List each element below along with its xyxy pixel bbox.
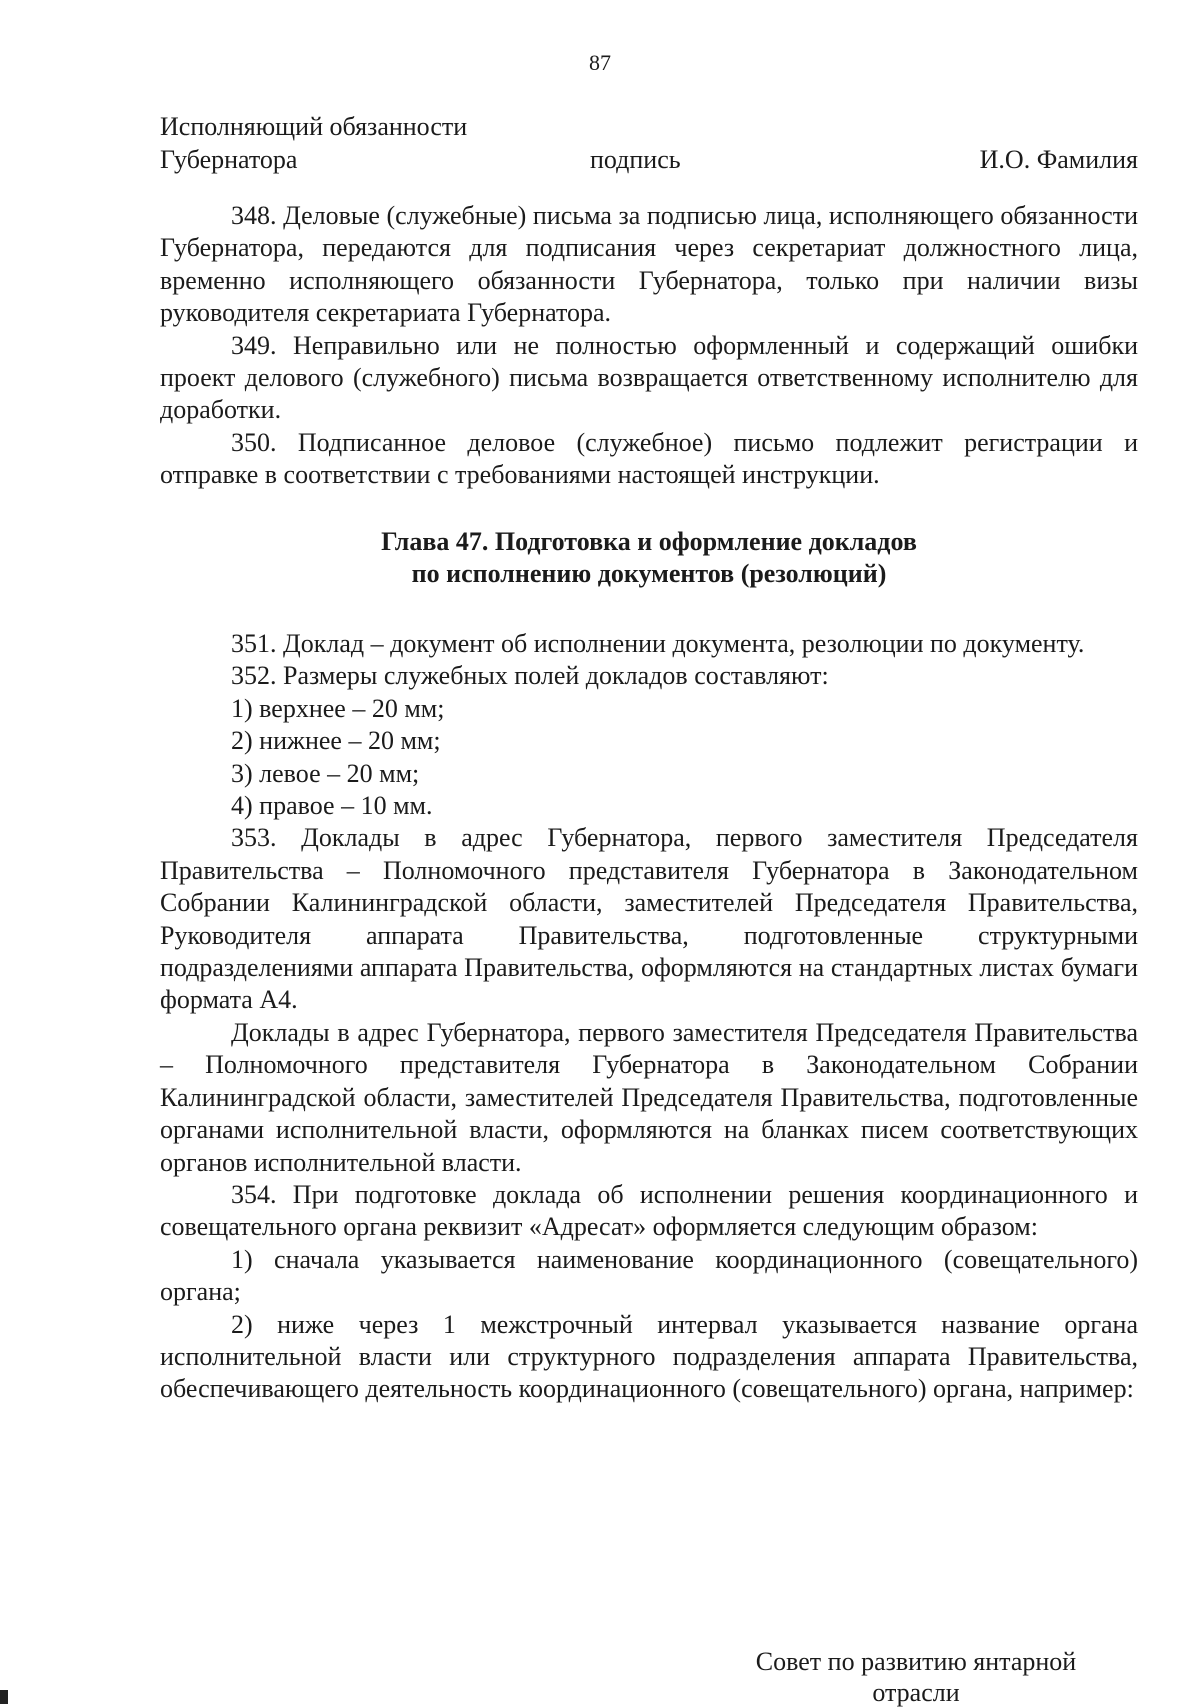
paragraph-351: 351. Доклад – документ об исполнении документа, резолюции по документу.: [231, 629, 1085, 658]
list-item-bottom: 2) нижнее – 20 мм;: [231, 726, 441, 756]
list-item-top: 1) верхнее – 20 мм;: [231, 693, 445, 723]
paragraph-354: 354. При подготовке доклада об исполнении решения координационного и совещательного органа реквизит «Адресат» оформляется следующим образом:: [160, 1179, 1138, 1242]
list-item-left: 3) левое – 20 мм;: [231, 758, 420, 788]
signature-title: Исполняющий обязанности: [160, 112, 468, 141]
signature-line-2: [160, 143, 1138, 176]
signature-name: И.О. Фамилия: [979, 145, 1138, 174]
paragraph-354-item-2: 2) ниже через 1 межстрочный интервал указывается название органа исполнительной власти или структурного подразделения аппарата Правительства, обеспечивающего деятельность координационного (совещательного) органа, например:: [160, 1309, 1138, 1404]
addressee-line-2: отрасли: [872, 1678, 960, 1707]
signature-block: [160, 110, 1138, 176]
addressee-example: [740, 1646, 1092, 1708]
paragraph-354-item-1: 1) сначала указывается наименование координационного (совещательного) органа;: [160, 1244, 1138, 1307]
scan-edge-mark: [0, 1690, 8, 1704]
page-number: 87: [589, 50, 611, 75]
signature-position: Губернатора: [160, 145, 298, 174]
list-item-right: 4) правое – 10 мм.: [231, 791, 433, 821]
paragraph-353-continued: Доклады в адрес Губернатора, первого заместителя Председателя Правительства – Полномочного представителя Губернатора в Законодательном Собрании Калининградской области, заместителей Председателя Правительства, подготовленные органами исполнительной власти, оформляются на бланках писем соответствующих органов исполнительной власти.: [160, 1017, 1138, 1177]
chapter-heading-line-1: Глава 47. Подготовка и оформление докладов: [381, 527, 917, 556]
paragraph-353: 353. Доклады в адрес Губернатора, первого заместителя Председателя Правительства – Полномочного представителя Губернатора в Законодательном Собрании Калининградской области, заместителей Председателя Правительства, Руководителя аппарата Правительства, подготовленные структурными подразделениями аппарата Правительства, оформляются на стандартных листах бумаги формата А4.: [160, 823, 1138, 1015]
signature-placeholder: подпись: [590, 145, 681, 174]
paragraph-348: 348. Деловые (служебные) письма за подписью лица, исполняющего обязанности Губернатора, передаются для подписания через секретариат должностного лица, временно исполняющего обязанности Губернатора, только при наличии визы руководителя секретариата Губернатора.: [160, 201, 1138, 328]
paragraph-352: 352. Размеры служебных полей докладов составляют:: [231, 661, 829, 691]
paragraphs-after-chapter: [160, 628, 1138, 1406]
paragraph-350: 350. Подписанное деловое (служебное) письмо подлежит регистрации и отправке в соответствии с требованиями настоящей инструкции.: [160, 427, 1138, 490]
signature-line-1: [160, 110, 1138, 143]
chapter-heading: [160, 526, 1138, 590]
paragraphs-before-chapter: [160, 200, 1138, 492]
addressee-line-1: Совет по развитию янтарной: [755, 1647, 1077, 1676]
paragraph-349: 349. Неправильно или не полностью оформленный и содержащий ошибки проект делового (служебного) письма возвращается ответственному исполнителю для доработки.: [160, 330, 1138, 425]
chapter-heading-line-2: по исполнению документов (резолюций): [411, 559, 887, 588]
